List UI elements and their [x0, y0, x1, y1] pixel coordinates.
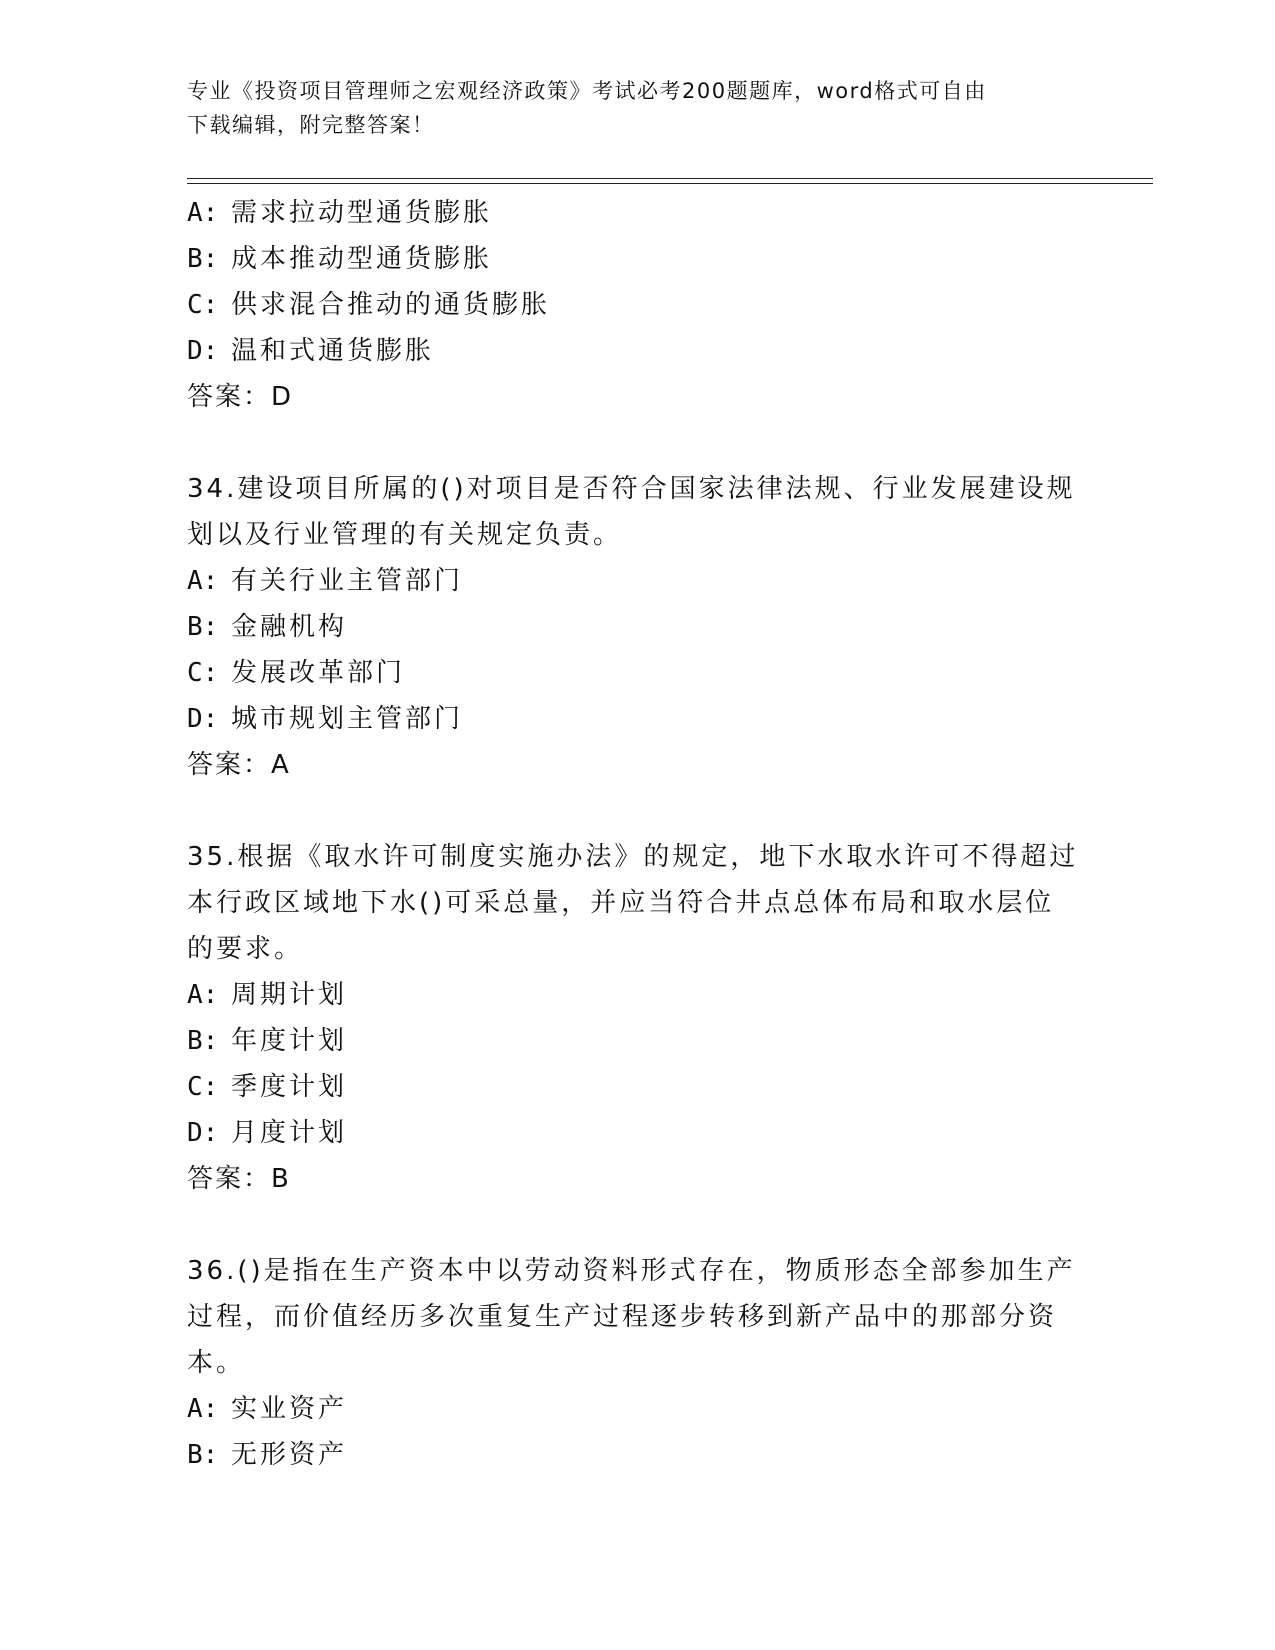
question-text: 本。 [187, 1348, 246, 1378]
question-text: 过程，而价值经历多次重复生产过程逐步转移到新产品中的那部分资 [187, 1302, 1058, 1332]
option-c: C: 发展改革部门 [187, 658, 406, 688]
question-list [187, 190, 1087, 1478]
option-c: C: 季度计划 [187, 1072, 348, 1102]
question-text: 36.()是指在生产资本中以劳动资料形式存在，物质形态全部参加生产 [187, 1256, 1076, 1286]
option-d: D: 月度计划 [187, 1118, 348, 1148]
answer: 答案：A [187, 750, 291, 780]
option-d: D: 温和式通货膨胀 [187, 336, 435, 366]
question-33 [187, 190, 1087, 420]
question-34 [187, 466, 1087, 788]
header-line-2: 下载编辑，附完整答案！ [187, 113, 435, 137]
question-text: 本行政区域地下水()可采总量，并应当符合井点总体布局和取水层位 [187, 888, 1055, 918]
answer: 答案：B [187, 1164, 291, 1194]
option-b: B: 年度计划 [187, 1026, 348, 1056]
header-divider-top [187, 178, 1153, 179]
option-d: D: 城市规划主管部门 [187, 704, 464, 734]
question-text: 划以及行业管理的有关规定负责。 [187, 520, 623, 550]
option-a: A: 需求拉动型通货膨胀 [187, 198, 493, 228]
question-text: 的要求。 [187, 934, 304, 964]
header-line-1: 专业《投资项目管理师之宏观经济政策》考试必考200题题库，word格式可自由 [187, 79, 987, 103]
header-divider-bottom [187, 183, 1153, 184]
option-a: A: 有关行业主管部门 [187, 566, 464, 596]
question-text: 34.建设项目所属的()对项目是否符合国家法律法规、行业发展建设规 [187, 474, 1076, 504]
option-a: A: 实业资产 [187, 1394, 348, 1424]
option-b: B: 成本推动型通货膨胀 [187, 244, 493, 274]
document-header [187, 74, 1067, 142]
option-c: C: 供求混合推动的通货膨胀 [187, 290, 551, 320]
option-b: B: 金融机构 [187, 612, 348, 642]
question-35 [187, 834, 1087, 1202]
option-b: B: 无形资产 [187, 1440, 348, 1470]
question-36 [187, 1248, 1087, 1478]
answer: 答案：D [187, 382, 294, 412]
option-a: A: 周期计划 [187, 980, 348, 1010]
question-text: 35.根据《取水许可制度实施办法》的规定，地下水取水许可不得超过 [187, 842, 1079, 872]
